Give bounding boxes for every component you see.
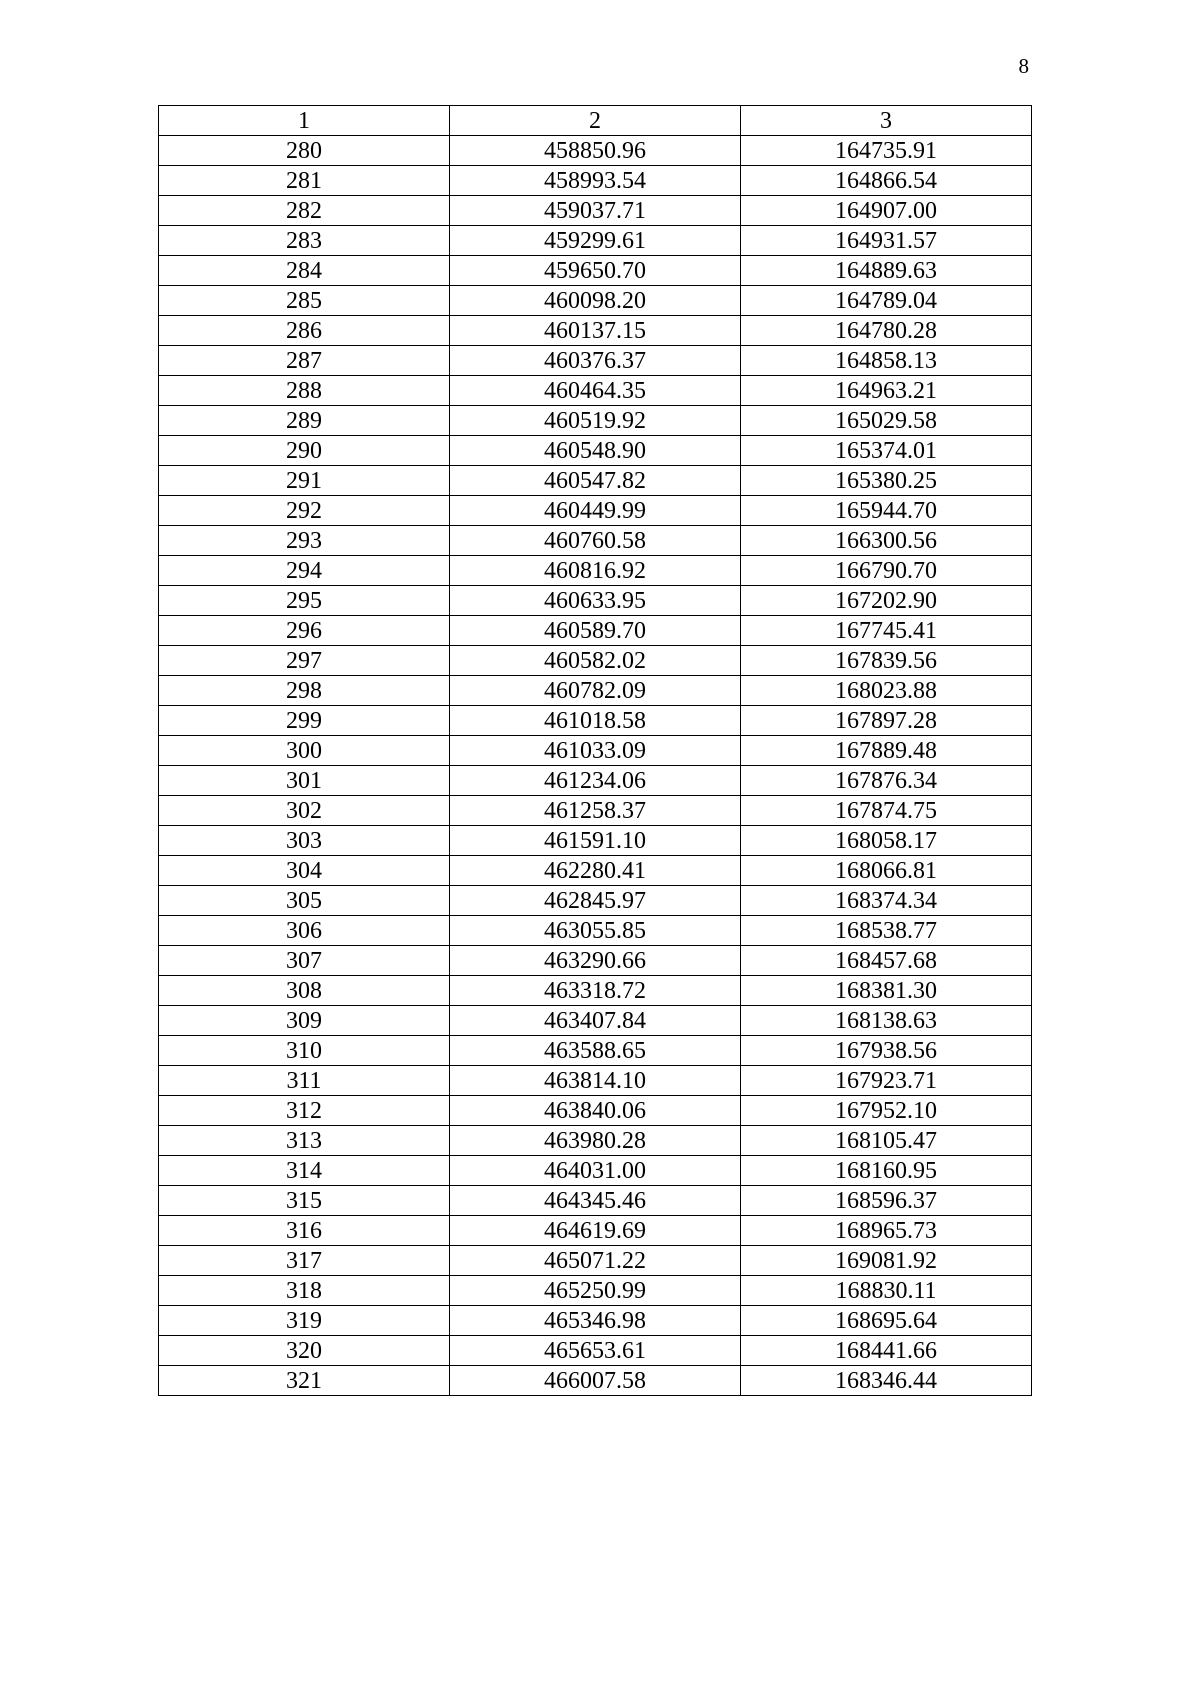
table-row bbox=[159, 586, 1032, 616]
y-coordinate-cell: 168160.95 bbox=[741, 1156, 1032, 1186]
coordinates-table bbox=[158, 105, 1032, 1396]
point-number-cell: 298 bbox=[159, 676, 450, 706]
table-row bbox=[159, 856, 1032, 886]
y-coordinate-cell: 168381.30 bbox=[741, 976, 1032, 1006]
x-coordinate-cell: 465071.22 bbox=[450, 1246, 741, 1276]
point-number-cell: 295 bbox=[159, 586, 450, 616]
x-coordinate-cell: 460137.15 bbox=[450, 316, 741, 346]
x-coordinate-cell: 460782.09 bbox=[450, 676, 741, 706]
point-number-cell: 296 bbox=[159, 616, 450, 646]
table-row bbox=[159, 1336, 1032, 1366]
table-row bbox=[159, 1366, 1032, 1396]
y-coordinate-cell: 168830.11 bbox=[741, 1276, 1032, 1306]
y-coordinate-cell: 168023.88 bbox=[741, 676, 1032, 706]
point-number-cell: 281 bbox=[159, 166, 450, 196]
table-header-row bbox=[159, 106, 1032, 136]
point-number-cell: 287 bbox=[159, 346, 450, 376]
table-row bbox=[159, 1066, 1032, 1096]
page-number: 8 bbox=[1018, 54, 1029, 78]
point-number-cell: 314 bbox=[159, 1156, 450, 1186]
y-coordinate-cell: 169081.92 bbox=[741, 1246, 1032, 1276]
x-coordinate-cell: 461018.58 bbox=[450, 706, 741, 736]
table-row bbox=[159, 1006, 1032, 1036]
y-coordinate-cell: 168138.63 bbox=[741, 1006, 1032, 1036]
point-number-cell: 285 bbox=[159, 286, 450, 316]
x-coordinate-cell: 460098.20 bbox=[450, 286, 741, 316]
table-body bbox=[159, 136, 1032, 1396]
point-number-cell: 291 bbox=[159, 466, 450, 496]
y-coordinate-cell: 165380.25 bbox=[741, 466, 1032, 496]
x-coordinate-cell: 460760.58 bbox=[450, 526, 741, 556]
table-row bbox=[159, 1186, 1032, 1216]
column-header: 1 bbox=[159, 106, 450, 136]
column-header: 2 bbox=[450, 106, 741, 136]
x-coordinate-cell: 460464.35 bbox=[450, 376, 741, 406]
table-row bbox=[159, 286, 1032, 316]
point-number-cell: 304 bbox=[159, 856, 450, 886]
x-coordinate-cell: 461258.37 bbox=[450, 796, 741, 826]
y-coordinate-cell: 165944.70 bbox=[741, 496, 1032, 526]
x-coordinate-cell: 465250.99 bbox=[450, 1276, 741, 1306]
y-coordinate-cell: 168457.68 bbox=[741, 946, 1032, 976]
y-coordinate-cell: 164858.13 bbox=[741, 346, 1032, 376]
table-row bbox=[159, 886, 1032, 916]
table-row bbox=[159, 376, 1032, 406]
table-row bbox=[159, 436, 1032, 466]
x-coordinate-cell: 459037.71 bbox=[450, 196, 741, 226]
point-number-cell: 321 bbox=[159, 1366, 450, 1396]
y-coordinate-cell: 168374.34 bbox=[741, 886, 1032, 916]
point-number-cell: 312 bbox=[159, 1096, 450, 1126]
x-coordinate-cell: 461033.09 bbox=[450, 736, 741, 766]
y-coordinate-cell: 167897.28 bbox=[741, 706, 1032, 736]
x-coordinate-cell: 463407.84 bbox=[450, 1006, 741, 1036]
table-row bbox=[159, 1156, 1032, 1186]
y-coordinate-cell: 168965.73 bbox=[741, 1216, 1032, 1246]
y-coordinate-cell: 168695.64 bbox=[741, 1306, 1032, 1336]
y-coordinate-cell: 168066.81 bbox=[741, 856, 1032, 886]
table-row bbox=[159, 1246, 1032, 1276]
point-number-cell: 317 bbox=[159, 1246, 450, 1276]
table-row bbox=[159, 226, 1032, 256]
table-row bbox=[159, 676, 1032, 706]
point-number-cell: 311 bbox=[159, 1066, 450, 1096]
y-coordinate-cell: 167839.56 bbox=[741, 646, 1032, 676]
table-row bbox=[159, 196, 1032, 226]
y-coordinate-cell: 165029.58 bbox=[741, 406, 1032, 436]
x-coordinate-cell: 460548.90 bbox=[450, 436, 741, 466]
y-coordinate-cell: 167874.75 bbox=[741, 796, 1032, 826]
table-row bbox=[159, 316, 1032, 346]
y-coordinate-cell: 164907.00 bbox=[741, 196, 1032, 226]
table-row bbox=[159, 646, 1032, 676]
point-number-cell: 303 bbox=[159, 826, 450, 856]
x-coordinate-cell: 463814.10 bbox=[450, 1066, 741, 1096]
y-coordinate-cell: 168058.17 bbox=[741, 826, 1032, 856]
point-number-cell: 297 bbox=[159, 646, 450, 676]
x-coordinate-cell: 460376.37 bbox=[450, 346, 741, 376]
table-row bbox=[159, 526, 1032, 556]
y-coordinate-cell: 164931.57 bbox=[741, 226, 1032, 256]
point-number-cell: 306 bbox=[159, 916, 450, 946]
x-coordinate-cell: 460633.95 bbox=[450, 586, 741, 616]
point-number-cell: 310 bbox=[159, 1036, 450, 1066]
table-row bbox=[159, 1276, 1032, 1306]
y-coordinate-cell: 168346.44 bbox=[741, 1366, 1032, 1396]
point-number-cell: 299 bbox=[159, 706, 450, 736]
x-coordinate-cell: 463980.28 bbox=[450, 1126, 741, 1156]
table-row bbox=[159, 1036, 1032, 1066]
y-coordinate-cell: 168538.77 bbox=[741, 916, 1032, 946]
y-coordinate-cell: 167876.34 bbox=[741, 766, 1032, 796]
point-number-cell: 316 bbox=[159, 1216, 450, 1246]
table-row bbox=[159, 946, 1032, 976]
x-coordinate-cell: 463318.72 bbox=[450, 976, 741, 1006]
y-coordinate-cell: 164889.63 bbox=[741, 256, 1032, 286]
table-row bbox=[159, 1306, 1032, 1336]
x-coordinate-cell: 460449.99 bbox=[450, 496, 741, 526]
x-coordinate-cell: 462280.41 bbox=[450, 856, 741, 886]
y-coordinate-cell: 165374.01 bbox=[741, 436, 1032, 466]
y-coordinate-cell: 164735.91 bbox=[741, 136, 1032, 166]
x-coordinate-cell: 458993.54 bbox=[450, 166, 741, 196]
y-coordinate-cell: 167202.90 bbox=[741, 586, 1032, 616]
point-number-cell: 289 bbox=[159, 406, 450, 436]
table-row bbox=[159, 166, 1032, 196]
y-coordinate-cell: 167745.41 bbox=[741, 616, 1032, 646]
point-number-cell: 318 bbox=[159, 1276, 450, 1306]
x-coordinate-cell: 465346.98 bbox=[450, 1306, 741, 1336]
table-row bbox=[159, 706, 1032, 736]
point-number-cell: 300 bbox=[159, 736, 450, 766]
point-number-cell: 286 bbox=[159, 316, 450, 346]
x-coordinate-cell: 458850.96 bbox=[450, 136, 741, 166]
x-coordinate-cell: 459650.70 bbox=[450, 256, 741, 286]
point-number-cell: 293 bbox=[159, 526, 450, 556]
table-row bbox=[159, 466, 1032, 496]
y-coordinate-cell: 168105.47 bbox=[741, 1126, 1032, 1156]
table-row bbox=[159, 1216, 1032, 1246]
point-number-cell: 294 bbox=[159, 556, 450, 586]
table-row bbox=[159, 1096, 1032, 1126]
table-row bbox=[159, 1126, 1032, 1156]
x-coordinate-cell: 460519.92 bbox=[450, 406, 741, 436]
point-number-cell: 315 bbox=[159, 1186, 450, 1216]
x-coordinate-cell: 463840.06 bbox=[450, 1096, 741, 1126]
table-row bbox=[159, 826, 1032, 856]
x-coordinate-cell: 463290.66 bbox=[450, 946, 741, 976]
point-number-cell: 313 bbox=[159, 1126, 450, 1156]
table-row bbox=[159, 496, 1032, 526]
table-row bbox=[159, 406, 1032, 436]
point-number-cell: 282 bbox=[159, 196, 450, 226]
y-coordinate-cell: 167938.56 bbox=[741, 1036, 1032, 1066]
point-number-cell: 307 bbox=[159, 946, 450, 976]
point-number-cell: 283 bbox=[159, 226, 450, 256]
y-coordinate-cell: 168596.37 bbox=[741, 1186, 1032, 1216]
table-row bbox=[159, 346, 1032, 376]
column-header: 3 bbox=[741, 106, 1032, 136]
y-coordinate-cell: 167952.10 bbox=[741, 1096, 1032, 1126]
y-coordinate-cell: 164866.54 bbox=[741, 166, 1032, 196]
x-coordinate-cell: 460547.82 bbox=[450, 466, 741, 496]
table-row bbox=[159, 256, 1032, 286]
x-coordinate-cell: 462845.97 bbox=[450, 886, 741, 916]
table-row bbox=[159, 976, 1032, 1006]
x-coordinate-cell: 465653.61 bbox=[450, 1336, 741, 1366]
x-coordinate-cell: 464031.00 bbox=[450, 1156, 741, 1186]
x-coordinate-cell: 463055.85 bbox=[450, 916, 741, 946]
y-coordinate-cell: 164789.04 bbox=[741, 286, 1032, 316]
y-coordinate-cell: 166300.56 bbox=[741, 526, 1032, 556]
x-coordinate-cell: 464619.69 bbox=[450, 1216, 741, 1246]
point-number-cell: 305 bbox=[159, 886, 450, 916]
x-coordinate-cell: 464345.46 bbox=[450, 1186, 741, 1216]
point-number-cell: 302 bbox=[159, 796, 450, 826]
point-number-cell: 288 bbox=[159, 376, 450, 406]
point-number-cell: 319 bbox=[159, 1306, 450, 1336]
y-coordinate-cell: 167889.48 bbox=[741, 736, 1032, 766]
y-coordinate-cell: 168441.66 bbox=[741, 1336, 1032, 1366]
y-coordinate-cell: 166790.70 bbox=[741, 556, 1032, 586]
y-coordinate-cell: 164780.28 bbox=[741, 316, 1032, 346]
x-coordinate-cell: 463588.65 bbox=[450, 1036, 741, 1066]
x-coordinate-cell: 466007.58 bbox=[450, 1366, 741, 1396]
x-coordinate-cell: 459299.61 bbox=[450, 226, 741, 256]
x-coordinate-cell: 460816.92 bbox=[450, 556, 741, 586]
table-row bbox=[159, 616, 1032, 646]
point-number-cell: 309 bbox=[159, 1006, 450, 1036]
point-number-cell: 292 bbox=[159, 496, 450, 526]
point-number-cell: 280 bbox=[159, 136, 450, 166]
y-coordinate-cell: 164963.21 bbox=[741, 376, 1032, 406]
x-coordinate-cell: 460582.02 bbox=[450, 646, 741, 676]
x-coordinate-cell: 460589.70 bbox=[450, 616, 741, 646]
point-number-cell: 284 bbox=[159, 256, 450, 286]
x-coordinate-cell: 461234.06 bbox=[450, 766, 741, 796]
table-row bbox=[159, 766, 1032, 796]
table-row bbox=[159, 796, 1032, 826]
x-coordinate-cell: 461591.10 bbox=[450, 826, 741, 856]
table-row bbox=[159, 916, 1032, 946]
point-number-cell: 320 bbox=[159, 1336, 450, 1366]
y-coordinate-cell: 167923.71 bbox=[741, 1066, 1032, 1096]
point-number-cell: 308 bbox=[159, 976, 450, 1006]
point-number-cell: 290 bbox=[159, 436, 450, 466]
point-number-cell: 301 bbox=[159, 766, 450, 796]
table-row bbox=[159, 736, 1032, 766]
table-row bbox=[159, 136, 1032, 166]
table-row bbox=[159, 556, 1032, 586]
